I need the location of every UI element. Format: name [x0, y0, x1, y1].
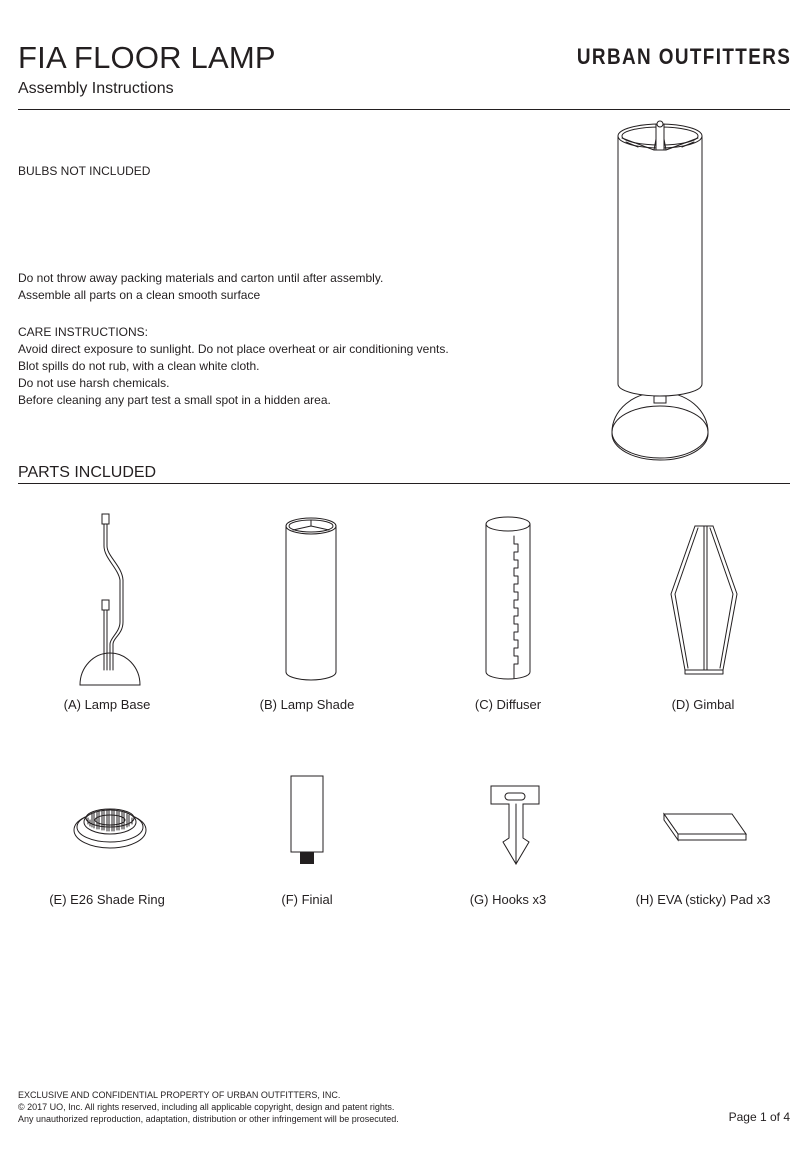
footer-line: Any unauthorized reproduction, adaptation, distribution or other infringement will be prosecuted. [18, 1114, 399, 1124]
part-label-eva-pad: (H) EVA (sticky) Pad x3 [635, 892, 771, 907]
diffuser-icon [484, 514, 532, 684]
brand-logo: URBAN OUTFITTERS [576, 44, 791, 69]
footer-line: © 2017 UO, Inc. All rights reserved, including all applicable copyright, design and patent rights. [18, 1102, 395, 1112]
assembly-notes [18, 270, 383, 304]
page-number: Page 1 of 4 [728, 1110, 790, 1124]
hook-icon [487, 782, 543, 868]
part-label-lamp-shade: (B) Lamp Shade [259, 697, 355, 712]
footer-line: EXCLUSIVE AND CONFIDENTIAL PROPERTY OF URBAN OUTFITTERS, INC. [18, 1090, 341, 1100]
lamp-shade-icon [283, 512, 339, 687]
shade-ring-icon [72, 800, 148, 852]
part-label-finial: (F) Finial [281, 892, 333, 907]
document-subtitle: Assembly Instructions [18, 80, 174, 97]
part-label-shade-ring: (E) E26 Shade Ring [49, 892, 165, 907]
parts-divider [18, 483, 790, 484]
finial-icon [289, 774, 325, 866]
part-label-diffuser: (C) Diffuser [474, 697, 542, 712]
gimbal-icon [667, 522, 741, 680]
part-label-gimbal: (D) Gimbal [671, 697, 735, 712]
lamp-base-icon [78, 510, 142, 690]
part-label-hooks: (G) Hooks x3 [469, 892, 547, 907]
part-label-lamp-base: (A) Lamp Base [63, 697, 151, 712]
assembled-lamp-illustration [598, 116, 723, 466]
care-line: Before cleaning any part test a small spot in a hidden area. [18, 393, 331, 407]
care-line: Do not use harsh chemicals. [18, 376, 170, 390]
care-line: Avoid direct exposure to sunlight. Do not place overheat or air conditioning vents. [18, 342, 449, 356]
legal-footer [18, 1089, 399, 1125]
care-line: Blot spills do not rub, with a clean white cloth. [18, 359, 260, 373]
parts-heading: PARTS INCLUDED [18, 464, 157, 481]
eva-pad-icon [662, 810, 748, 846]
assembly-note-line: Do not throw away packing materials and carton until after assembly. [18, 271, 384, 285]
bulbs-note: BULBS NOT INCLUDED [18, 164, 151, 178]
care-heading: CARE INSTRUCTIONS: [18, 325, 149, 339]
header-divider [18, 109, 790, 110]
assembly-note-line: Assemble all parts on a clean smooth surface [18, 288, 261, 302]
document-title: FIA FLOOR LAMP [18, 40, 276, 75]
care-instructions [18, 324, 449, 409]
